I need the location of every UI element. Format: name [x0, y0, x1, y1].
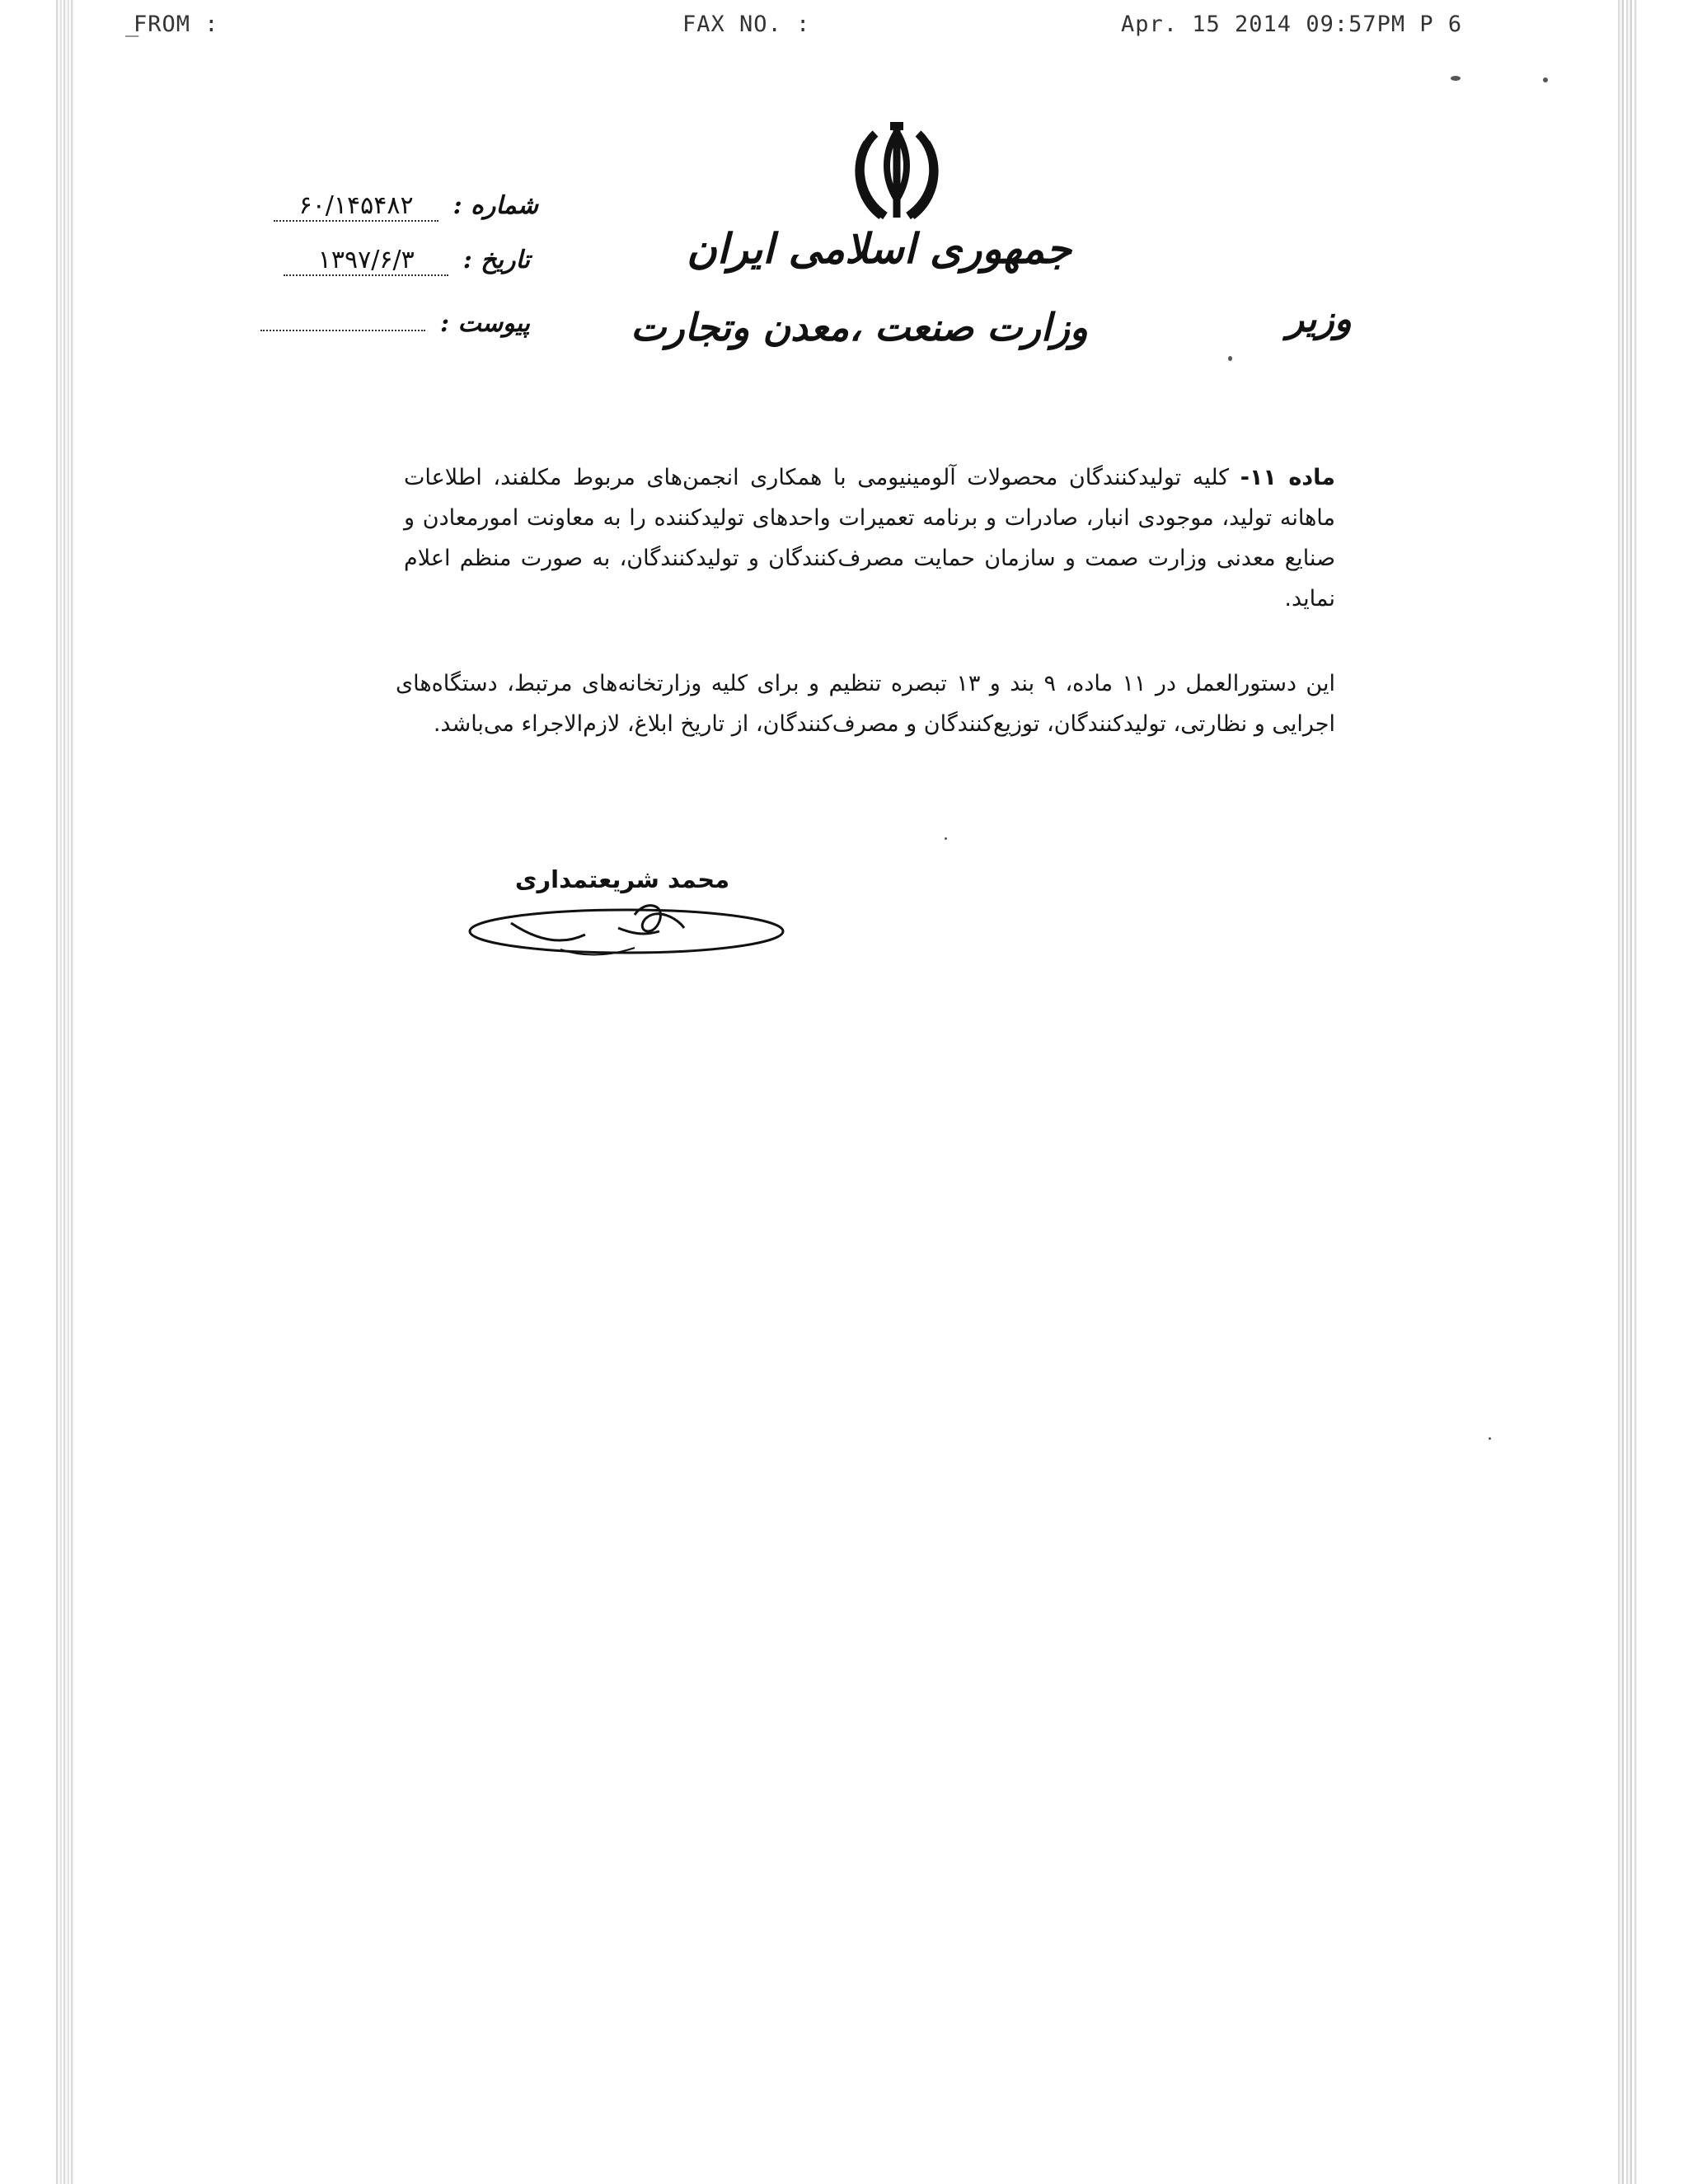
letter-number-label: شماره : — [452, 191, 538, 220]
article-11-text: کلیه تولیدکنندگان محصولات آلومینیومی با همکاری انجمن‌های مربوط مکلفند، اطلاعات ماهانه تولید، موجودی انبار، صادرات و برنامه تعمیرات واحدهای تولیدکننده را به معاونت امورمعادن و صنایع معدنی وزارت صمت و سازمان حمایت مصرف‌کنندگان و تولیدکنندگان، به صورت منظم اعلام نماید. — [404, 465, 1335, 612]
scan-edge-right — [1615, 0, 1637, 2184]
letter-number-value: ۶۰/۱۴۵۴۸۲ — [274, 191, 438, 222]
fax-number: FAX NO. : — [682, 12, 811, 37]
article-11-paragraph — [404, 457, 1335, 619]
letter-attachment-label: پیوست : — [439, 309, 530, 338]
fax-header — [0, 12, 1688, 45]
fax-from: _ FROM : — [134, 12, 219, 37]
letterhead-minister-title: وزیر — [1286, 298, 1352, 340]
letter-date — [284, 246, 530, 276]
iran-emblem-icon — [847, 120, 946, 224]
scan-speck — [945, 837, 947, 840]
letter-date-label: تاریخ : — [462, 246, 530, 274]
scan-speck — [1543, 77, 1548, 82]
scan-speck — [1451, 76, 1461, 81]
signatory-name: محمد شریعتمداری — [514, 865, 730, 893]
letterhead-ministry: وزارت صنعت ،معدن وتجارت — [631, 305, 1088, 349]
enforcement-paragraph: این دستورالعمل در ۱۱ ماده، ۹ بند و ۱۳ تبصره تنظیم و برای کلیه وزارتخانه‌های مرتبط، دستگاه‌های اجرایی و نظارتی، تولیدکنندگان، توزیع‌کنندگان و مصرف‌کنندگان، از تاریخ ابلاغ، لازم‌الاجراء می‌باشد. — [396, 671, 1335, 737]
scan-edge-left — [56, 0, 74, 2184]
article-11-heading: ماده ۱۱- — [1240, 465, 1335, 490]
letter-attachment — [260, 309, 530, 338]
letterhead-country: جمهوری اسلامی ایران — [687, 224, 1071, 273]
letter-attachment-value — [260, 330, 425, 331]
scan-speck — [1228, 356, 1232, 361]
handwritten-signature — [462, 898, 791, 972]
fax-datetime: Apr. 15 2014 09:57PM P 6 — [1121, 12, 1463, 37]
scan-speck — [1489, 1437, 1491, 1440]
letter-number — [274, 191, 538, 222]
letter-date-value: ۱۳۹۷/۶/۳ — [284, 246, 448, 276]
